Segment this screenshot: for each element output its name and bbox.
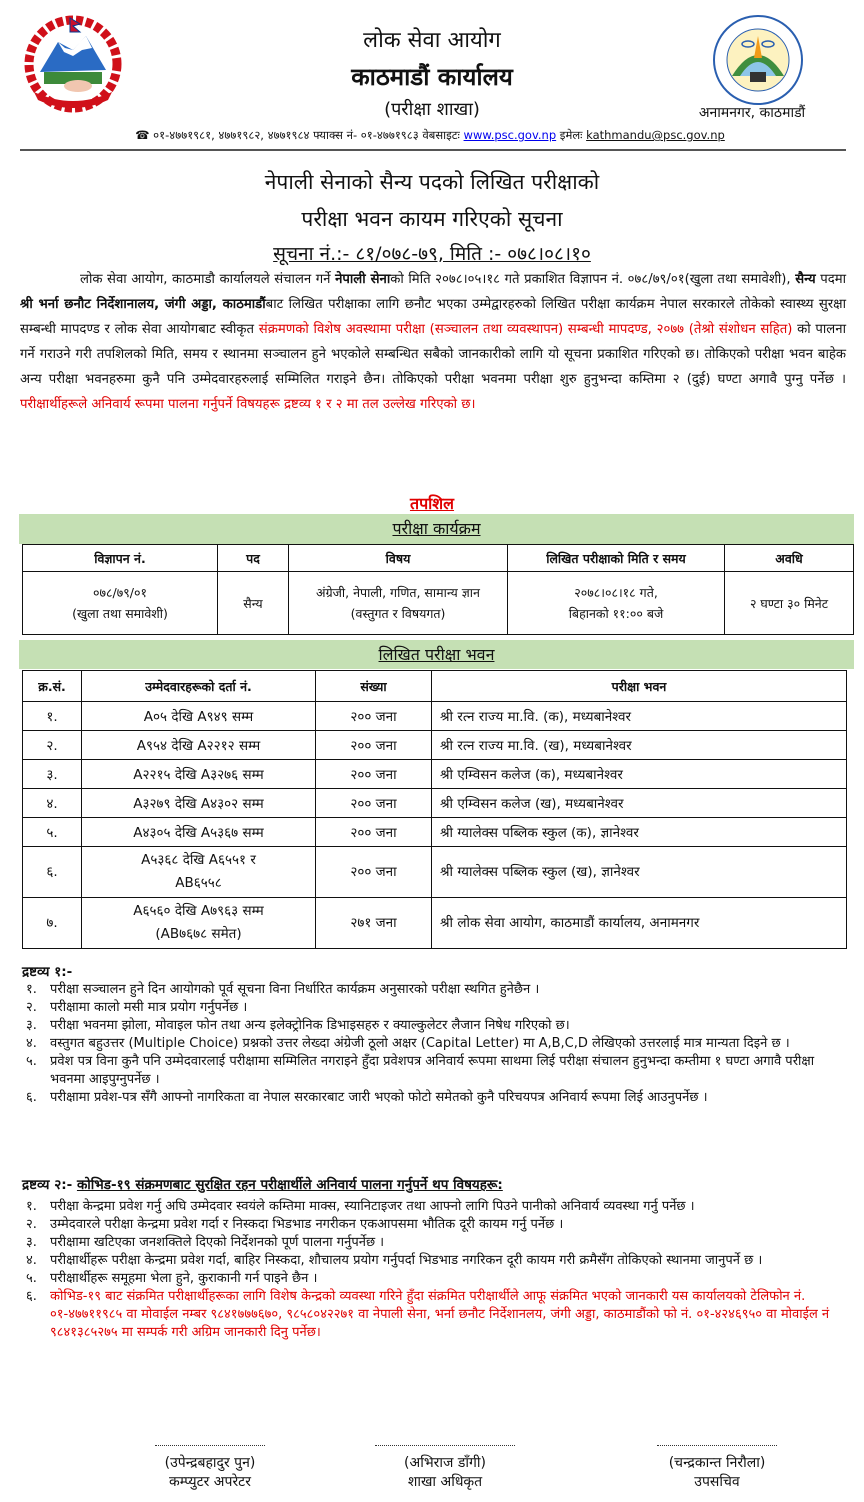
venues-table — [22, 670, 847, 949]
note1-heading: द्रष्टव्य १:- — [22, 964, 73, 980]
note2-heading-line — [22, 1176, 848, 1194]
list-item — [22, 1198, 848, 1216]
row-sn: ४. — [23, 789, 82, 818]
row-sn: ६. — [23, 847, 82, 898]
schedule-heading-band — [19, 514, 854, 544]
row-sn: २. — [23, 731, 82, 760]
intro-text-2: को मिति २०७८।०५।१८ गते प्रकाशित विज्ञापन नं. ०७८/७९/०१(खुला तथा समावेशी), — [390, 272, 796, 287]
row-building: श्री लोक सेवा आयोग, काठमाडौं कार्यालय, अनामनगर — [432, 898, 847, 949]
item-number: ६. — [26, 1090, 37, 1105]
col-count: संख्या — [316, 671, 432, 702]
row-sn: ५. — [23, 818, 82, 847]
row-roll: A३२७९ देखि A४३०२ सम्म — [82, 789, 316, 818]
adv-no: ०७८/७९/०१ — [93, 585, 147, 600]
notice-title-line1: नेपाली सेनाको सैन्य पदको लिखित परीक्षाको — [264, 170, 600, 194]
row-building: श्री एम्विसन कलेज (ख), मध्यबानेश्वर — [432, 789, 847, 818]
cell-post: सैन्य — [218, 572, 289, 635]
col-date-time: लिखित परीक्षाको मिति र समय — [508, 545, 725, 572]
item-text: उम्मेदवारले परीक्षा केन्द्रमा प्रवेश गर्दा र निस्कदा भिडभाड नगरीकन एकआपसमा भौतिक दूरी कायम गर्नु पर्नेछ । — [50, 1217, 564, 1232]
table-row — [23, 898, 847, 949]
item-text: परीक्षा सञ्चालन हुने दिन आयोगको पूर्व सूचना विना निर्धारित कार्यक्रम अनुसारको परीक्षा स्थगित हुनेछैन । — [50, 982, 540, 997]
item-number: ४. — [26, 1036, 37, 1051]
row-count: २०० जना — [316, 702, 432, 731]
col-subject: विषय — [289, 545, 508, 572]
tapasil-heading: तपशिल — [409, 494, 455, 513]
item-text: प्रवेश पत्र विना कुनै पनि उम्मेदवारलाई परीक्षामा सम्मिलित नगराइने हुँदा प्रवेशपत्र अनिवार्य रूपमा साथमा लिई परीक्षा संचालन हुनुभन्दा कम्तीमा १ घण्टा अगावै परीक्षा भवनमा आइपुग्नुपर्नेछ । — [50, 1054, 815, 1087]
row-count: २०० जना — [316, 760, 432, 789]
cell-duration: २ घण्टा ३० मिनेट — [725, 572, 854, 635]
row-roll — [82, 898, 316, 949]
roll-line1: A६५६० देखि A७९६३ सम्म — [133, 903, 264, 919]
intro-bold-2: सैन्य — [795, 272, 816, 287]
signature-block — [110, 1445, 310, 1492]
list-item — [22, 1053, 848, 1089]
table-row — [23, 731, 847, 760]
row-sn: ३. — [23, 760, 82, 789]
item-number: ६. — [26, 1289, 37, 1304]
signatory-title: शाखा अधिकृत — [407, 1474, 483, 1490]
email-link[interactable]: kathmandu@psc.gov.np — [586, 128, 725, 142]
item-number: ३. — [26, 1018, 37, 1033]
signatory-name: (चन्द्रकान्त निरौला) — [668, 1455, 766, 1471]
intro-red-2: परीक्षार्थीहरूले अनिवार्य रूपमा पालना गर्नुपर्ने विषयहरू द्रष्टव्य १ र २ मा तल उल्लेख गरिएको छ। — [20, 397, 476, 412]
list-item — [22, 1017, 848, 1035]
signature-block — [617, 1445, 817, 1492]
col-sn: क्र.सं. — [23, 671, 82, 702]
psc-logo — [712, 14, 804, 106]
cell-adv-no — [23, 572, 218, 635]
schedule-header-row — [23, 545, 854, 572]
list-item — [22, 981, 848, 999]
signatory-title: कम्प्युटर अपरेटर — [169, 1474, 251, 1490]
subject-type: (वस्तुगत र विषयगत) — [350, 606, 446, 621]
signatory-name: (उपेन्द्रबहादुर पुन) — [164, 1455, 256, 1471]
row-roll: A४३०५ देखि A५३६७ सम्म — [82, 818, 316, 847]
table-row — [23, 760, 847, 789]
row-count: २०० जना — [316, 789, 432, 818]
intro-text-4: बाट लिखित परीक्षाका लागि छनौट भएका उम्मेद्वारहरुको लिखित परीक्षा कार्यक्रम नेपाल सरकारले तोकेको स्वास्थ्य सुरक्षा सम्बन्धी मापदण्ड र लोक सेवा आयोगबाट स्वीकृत — [20, 297, 847, 337]
row-count: २०० जना — [316, 847, 432, 898]
adv-type: (खुला तथा समावेशी) — [72, 606, 168, 621]
col-building: परीक्षा भवन — [432, 671, 847, 702]
note1-section — [22, 963, 848, 1107]
table-row — [23, 818, 847, 847]
row-building: श्री ग्यालेक्स पब्लिक स्कुल (क), ज्ञानेश्वर — [432, 818, 847, 847]
phone-numbers: ०१-४७७१९८१, ४७७१९८२, ४७७१९८४ फ्याक्स नं- ०१-४७७१९८३ वेबसाइटः — [153, 128, 460, 142]
row-count: २०० जना — [316, 731, 432, 760]
intro-paragraph — [20, 267, 846, 417]
org-name: लोक सेवा आयोग — [363, 28, 501, 53]
exam-time: बिहानको ११:०० बजे — [568, 606, 664, 621]
col-duration: अवधि — [725, 545, 854, 572]
table-row — [23, 702, 847, 731]
schedule-heading: परीक्षा कार्यक्रम — [392, 519, 481, 538]
signature-line — [375, 1445, 515, 1452]
website-link[interactable]: www.psc.gov.np — [463, 128, 557, 142]
schedule-table — [22, 544, 854, 635]
venues-header-row — [23, 671, 847, 702]
item-number: १. — [26, 1199, 37, 1214]
list-item — [22, 1288, 848, 1342]
item-text: परीक्षामा प्रवेश-पत्र सँगै आफ्नो नागरिकता वा नेपाल सरकारबाट जारी भएको फोटो समेतको कुनै परिचयपत्र अनिवार्य रूपमा लिई आउनुपर्नेछ । — [50, 1090, 708, 1105]
row-roll: A०५ देखि A९४९ सम्म — [82, 702, 316, 731]
venues-heading-band — [19, 640, 854, 669]
item-number: २. — [26, 1000, 37, 1015]
item-text: परीक्षार्थीहरू परीक्षा केन्द्रमा प्रवेश गर्दा, बाहिर निस्कदा, शौचालय प्रयोग गर्नुपर्दा भिडभाड नगरिकन दूरी कायम गरी क्रमैसँग तोकिएको स्थानमा जानुपर्ने छ । — [50, 1253, 763, 1268]
item-number: ४. — [26, 1253, 37, 1268]
note2-section — [22, 1176, 848, 1342]
signatory-name: (अभिराज डाँगी) — [404, 1455, 486, 1471]
list-item — [22, 1035, 848, 1053]
item-text: परीक्षा केन्द्रमा प्रवेश गर्नु अघि उम्मेदवार स्वयंले कम्तिमा माक्स, स्यानिटाइजर तथा आफ्नो लागि पिउने पानीको अनिवार्य व्यवस्था गर्नु पर्नेछ । — [50, 1199, 695, 1214]
roll-line1: A५३६८ देखि A६५५१ र — [141, 852, 256, 868]
row-building: श्री एम्विसन कलेज (क), मध्यबानेश्वर — [432, 760, 847, 789]
item-text: परीक्षामा खटिएका जनशक्तिले दिएको निर्देशनको पूर्ण पालना गर्नुपर्नेछ । — [50, 1235, 385, 1250]
roll-line2: AB६५५८ — [175, 875, 222, 891]
telephone-icon: ☎ — [135, 128, 150, 142]
item-text: वस्तुगत बहुउत्तर (Multiple Choice) प्रश्नको उत्तर लेख्दा अंग्रेजी ठूलो अक्षर (Capital Letter) मा A,B,C,D लेखिएको उत्तरलाई मात्र मान्यता दिइने छ । — [50, 1036, 790, 1051]
row-building: श्री ग्यालेक्स पब्लिक स्कुल (ख), ज्ञानेश्वर — [432, 847, 847, 898]
item-text: परीक्षा भवनमा झोला, मोवाइल फोन तथा अन्य इलेक्ट्रोनिक डिभाइसहरु र क्याल्कुलेटर लैजान निषेध गरिएको छ। — [50, 1018, 570, 1033]
intro-red-1: संक्रमणको विशेष अवस्थामा परीक्षा (सञ्चालन तथा व्यवस्थापन) सम्बन्धी मापदण्ड, २०७७ (तेश्रो संशोधन सहित) — [258, 322, 793, 337]
intro-text-3: पदमा — [815, 272, 846, 287]
item-number: ५. — [26, 1054, 37, 1069]
signatory-title: उपसचिव — [694, 1474, 740, 1490]
list-item — [22, 1216, 848, 1234]
schedule-row — [23, 572, 854, 635]
cell-date-time — [508, 572, 725, 635]
note2-subheading: कोभिड-१९ संक्रमणबाट सुरक्षित रहन परीक्षार्थीले अनिवार्य पालना गर्नुपर्ने थप विषयहरू: — [76, 1177, 503, 1193]
table-row — [23, 847, 847, 898]
office-name: काठमाडौं कार्यालय — [351, 63, 513, 91]
cell-subject — [289, 572, 508, 635]
item-number: १. — [26, 982, 37, 997]
note2-heading: द्रष्टव्य २:- — [22, 1177, 73, 1193]
item-number: ५. — [26, 1271, 37, 1286]
notice-title-line2: परीक्षा भवन कायम गरिएको सूचना — [301, 207, 563, 231]
exam-date: २०७८।०८।१८ गते, — [574, 585, 658, 600]
notice-number — [100, 240, 764, 266]
contact-line — [30, 128, 830, 143]
item-number: ३. — [26, 1235, 37, 1250]
email-label: इमेलः — [559, 128, 583, 142]
list-item — [22, 1089, 848, 1107]
nepal-emblem-logo — [18, 14, 128, 114]
row-sn: १. — [23, 702, 82, 731]
signature-line — [657, 1445, 777, 1452]
item-text: कोभिड-१९ बाट संक्रमित परीक्षार्थीहरूका लागि विशेष केन्द्रको व्यवस्था गरिने हुँदा संक्रमित परीक्षार्थीले आफू संक्रमित भएको जानकारी यस कार्यालयको टेलिफोन नं. ०१-४७७११९८५ वा मोवाईल नम्बर ९८४१७७७६७०, ९८५८०४२२७१ वा नेपाली सेना, भर्ना छनौट निर्देशानलय, जंगी अड्डा, काठमाडौंको फो नं. ०१-४२४६९५० वा मोवाईल नं ९८४१३८५२७५ मा सम्पर्क गरी अग्रिम जानकारी दिनु पर्नेछ। — [50, 1289, 830, 1340]
list-item — [22, 1270, 848, 1288]
signature-block — [345, 1445, 545, 1492]
list-item — [22, 999, 848, 1017]
branch-name: (परीक्षा शाखा) — [384, 99, 480, 120]
row-roll: A९५४ देखि A२२१२ सम्म — [82, 731, 316, 760]
header-divider — [20, 149, 846, 151]
intro-text-1: लोक सेवा आयोग, काठमाडौ कार्यालयले संचालन गर्ने — [80, 272, 336, 287]
row-roll — [82, 847, 316, 898]
subject: अंग्रेजी, नेपाली, गणित, सामान्य ज्ञान — [316, 585, 480, 600]
item-text: परीक्षामा कालो मसी मात्र प्रयोग गर्नुपर्नेछ । — [50, 1000, 248, 1015]
intro-bold-1: नेपाली सेना — [335, 272, 391, 287]
col-roll: उम्मेदवारहरूको दर्ता नं. — [82, 671, 316, 702]
row-roll: A२२१५ देखि A३२७६ सम्म — [82, 760, 316, 789]
signature-line — [155, 1445, 265, 1452]
item-text: परीक्षार्थीहरू समूहमा भेला हुने, कुराकानी गर्न पाइने छैन । — [50, 1271, 318, 1286]
list-item — [22, 1234, 848, 1252]
roll-line2: (AB७६७८ समेत) — [155, 926, 242, 942]
row-building: श्री रत्न राज्य मा.वि. (क), मध्यबानेश्वर — [432, 702, 847, 731]
row-count: २७१ जना — [316, 898, 432, 949]
note2-list — [22, 1198, 848, 1342]
intro-text-5: को पालना गर्ने गराउने गरी तपशिलको मिति, समय र स्थानमा सञ्चालन हुने भएकोले सम्बन्धित सबैको जानकारीको लागि यो सूचना प्रकाशित गरिएको छ। तोकिएको परीक्षा भवन बाहेक अन्य परीक्षा भवनहरुमा कुनै पनि उम्मेदवारहरुलाई सम्मिलित गराइने छैन। तोकिएको परीक्षा भवनमा परीक्षा शुरु हुनुभन्दा कम्तिमा २ (दुई) घण्टा अगावै पुग्नु पर्नेछ । — [20, 322, 846, 387]
notice-number-text: सूचना नं.:- ८१/०७८-७९, मिति :- ०७८।०८।१० — [273, 243, 591, 265]
list-item — [22, 1252, 848, 1270]
office-address: अनामनगर, काठमाडौं — [698, 105, 806, 121]
note1-list — [22, 981, 848, 1107]
table-row — [23, 789, 847, 818]
item-number: २. — [26, 1217, 37, 1232]
intro-bold-3: श्री भर्ना छनौट निर्देशानालय, जंगी अड्डा, काठमाडौं — [20, 297, 266, 312]
venues-heading: लिखित परीक्षा भवन — [378, 645, 495, 664]
row-count: २०० जना — [316, 818, 432, 847]
row-building: श्री रत्न राज्य मा.वि. (ख), मध्यबानेश्वर — [432, 731, 847, 760]
col-post: पद — [218, 545, 289, 572]
col-adv-no: विज्ञापन नं. — [23, 545, 218, 572]
row-sn: ७. — [23, 898, 82, 949]
